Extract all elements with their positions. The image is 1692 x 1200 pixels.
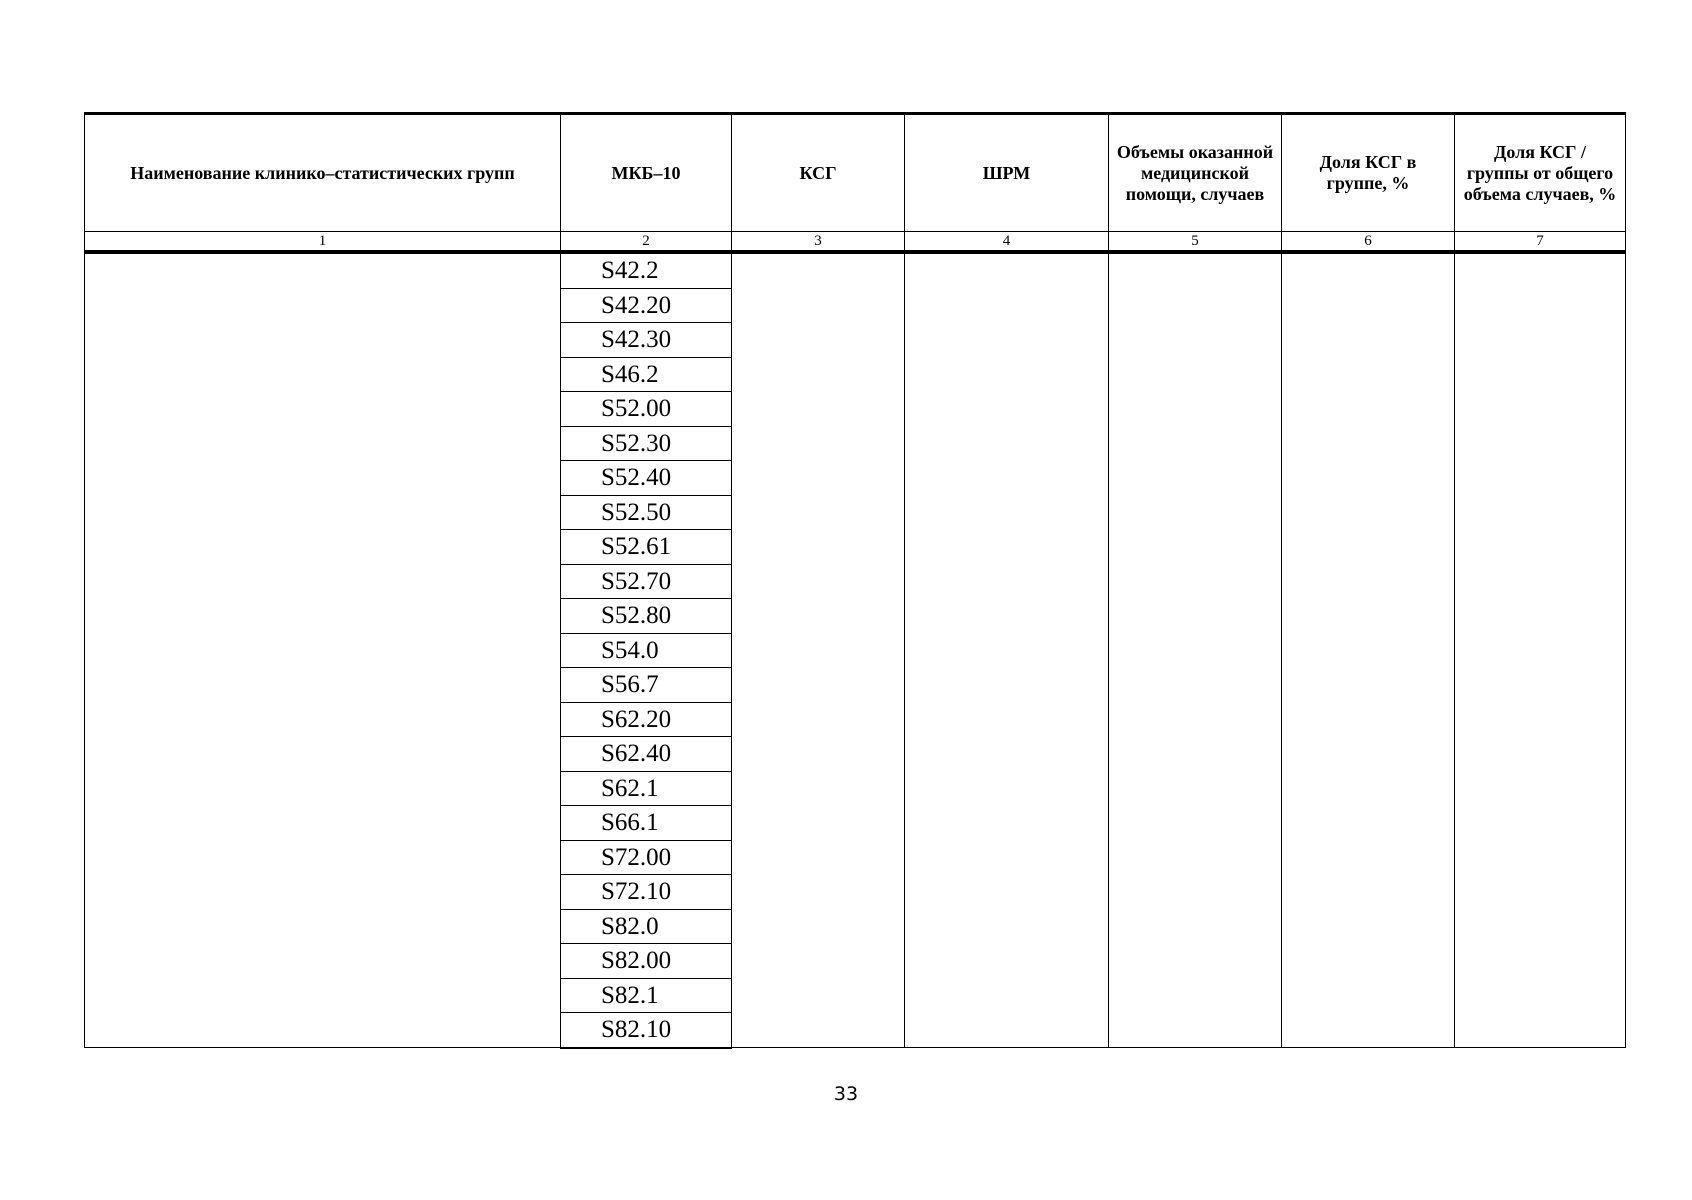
header-volumes: Объемы оказанной медицинской помощи, случаев	[1109, 114, 1282, 232]
table-row	[85, 252, 1626, 288]
icd-code-cell: S62.40	[561, 737, 732, 772]
header-shrm: ШРМ	[905, 114, 1109, 232]
ksg-share-group-cell	[1282, 252, 1455, 1048]
header-group-name: Наименование клинико–статистических групп	[85, 114, 561, 232]
icd-code-cell: S72.00	[561, 840, 732, 875]
volumes-cell	[1109, 252, 1282, 1048]
icd-code-cell: S54.0	[561, 633, 732, 668]
icd-code-cell: S42.20	[561, 288, 732, 323]
header-icd10: МКБ–10	[561, 114, 732, 232]
icd-code-cell: S82.1	[561, 978, 732, 1013]
ksg-share-total-cell	[1455, 252, 1626, 1048]
column-number: 1	[85, 232, 561, 253]
header-ksg-share-group: Доля КСГ в группе, %	[1282, 114, 1455, 232]
shrm-cell	[905, 252, 1109, 1048]
icd-code-cell: S46.2	[561, 357, 732, 392]
icd-code-cell: S82.00	[561, 944, 732, 979]
icd-code-cell: S82.10	[561, 1013, 732, 1048]
column-number: 6	[1282, 232, 1455, 253]
classification-table	[84, 112, 1626, 1049]
icd-code-cell: S82.0	[561, 909, 732, 944]
column-number: 7	[1455, 232, 1626, 253]
icd-code-cell: S56.7	[561, 668, 732, 703]
column-number-row	[85, 232, 1626, 253]
icd-code-cell: S72.10	[561, 875, 732, 910]
icd-code-cell: S62.20	[561, 702, 732, 737]
icd-code-cell: S52.50	[561, 495, 732, 530]
page-number: 33	[833, 1083, 859, 1105]
icd-code-cell: S52.80	[561, 599, 732, 634]
column-number: 2	[561, 232, 732, 253]
table-body	[85, 252, 1626, 1048]
header-row	[85, 114, 1626, 232]
icd-code-cell: S42.30	[561, 323, 732, 358]
column-number: 4	[905, 232, 1109, 253]
icd-code-cell: S42.2	[561, 252, 732, 288]
icd-code-cell: S66.1	[561, 806, 732, 841]
icd-code-cell: S52.61	[561, 530, 732, 565]
icd-code-cell: S52.70	[561, 564, 732, 599]
icd-code-cell: S52.40	[561, 461, 732, 496]
column-number: 3	[732, 232, 905, 253]
header-ksg-share-total: Доля КСГ / группы от общего объема случаев, %	[1455, 114, 1626, 232]
column-number: 5	[1109, 232, 1282, 253]
icd-code-cell: S52.00	[561, 392, 732, 427]
icd-code-cell: S62.1	[561, 771, 732, 806]
group-name-cell	[85, 252, 561, 1048]
ksg-cell	[732, 252, 905, 1048]
header-ksg: КСГ	[732, 114, 905, 232]
icd-code-cell: S52.30	[561, 426, 732, 461]
